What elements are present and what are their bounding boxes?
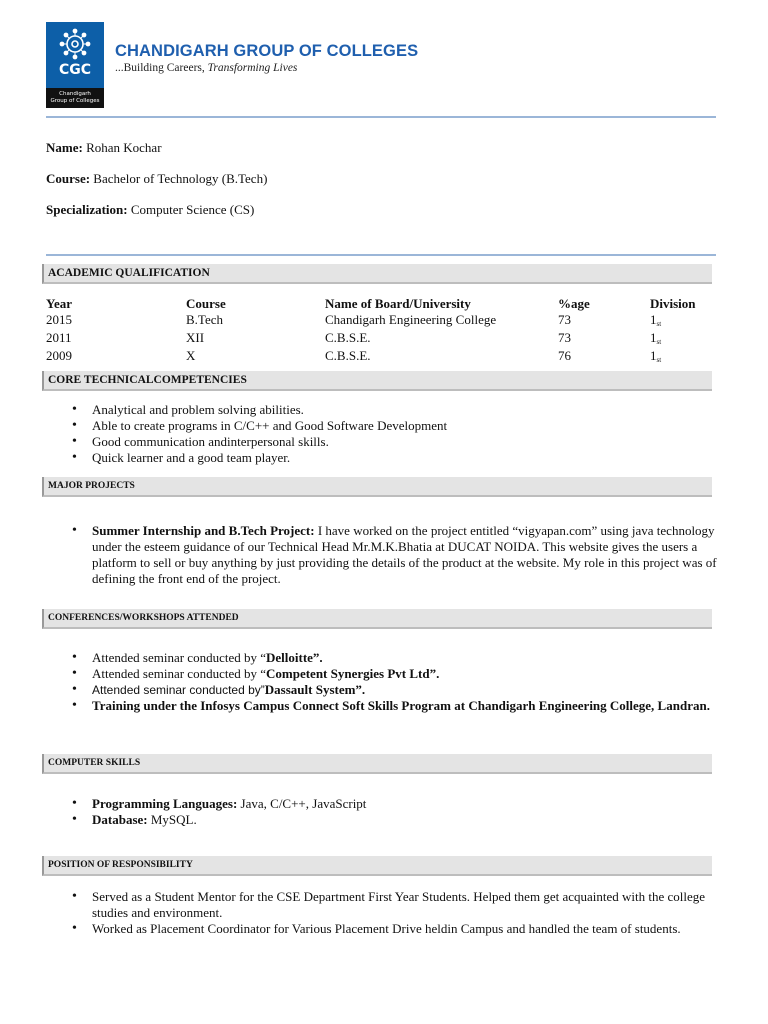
gear-network-icon (50, 26, 100, 62)
college-name: CHANDIGARH GROUP OF COLLEGES (115, 42, 419, 60)
item-text: Attended seminar conducted by “ (92, 666, 266, 681)
projects-list (46, 523, 724, 587)
list-item (92, 523, 724, 587)
college-logo (46, 22, 104, 108)
logo-text: CGC (58, 62, 92, 78)
list-item (92, 796, 724, 812)
percentage-cell: 73 (558, 312, 571, 327)
name-line (46, 140, 162, 156)
specialization-value: Computer Science (CS) (127, 202, 255, 217)
project-description: I have worked on the project entitled “vigyapan.com” using java technology under the esteem guidance of our Technical Head Mr.M.K.Bhatia at DUCAT NOIDA. This website gives the users a platform to sell or buy anything by just providing the details of the product at the website. My role in this project was of defining the front end of the project. (92, 523, 717, 586)
item-bold: Training under the Infosys Campus Connect Soft Skills Program at Chandigarh Engineering College, Landran. (92, 698, 710, 713)
project-title: Summer Internship and B.Tech Project: (92, 523, 315, 538)
list-item: • Served as a Student Mentor for the CSE Department First Year Students. Helped them get acquainted with the college studies and environment. (92, 889, 724, 921)
percentage-cell: 76 (558, 348, 571, 363)
specialization-label: Specialization: (46, 202, 128, 217)
year-cell: 2015 (46, 312, 72, 327)
core-list (46, 402, 724, 466)
section-heading-core: CORE TECHNICALCOMPETENCIES (42, 371, 712, 391)
specialization-line (46, 202, 254, 218)
list-item: • Analytical and problem solving abilities. (92, 402, 724, 418)
board-cell: C.B.S.E. (325, 348, 371, 363)
responsibility-list (46, 889, 724, 937)
column-header: Division (650, 296, 696, 311)
division-value: 1 (650, 348, 657, 363)
skill-label: Database: (92, 812, 148, 827)
board-cell: Chandigarh Engineering College (325, 312, 497, 327)
year-cell: 2009 (46, 348, 72, 363)
list-item (92, 650, 724, 666)
header-divider (46, 116, 716, 118)
list-item (92, 698, 724, 714)
list-item: • Worked as Placement Coordinator for Various Placement Drive heldin Campus and handled the team of students. (92, 921, 724, 937)
table-row (46, 330, 716, 348)
skill-label: Programming Languages: (92, 796, 238, 811)
info-divider (46, 254, 716, 256)
list-item: • Quick learner and a good team player. (92, 450, 724, 466)
conferences-list (46, 650, 724, 714)
item-text: Attended seminar conducted by” (92, 683, 265, 697)
division-cell (650, 330, 716, 348)
table-row (46, 312, 716, 330)
division-value: 1 (650, 312, 657, 327)
section-heading-responsibility: POSITION OF RESPONSIBILITY (42, 856, 712, 876)
division-cell (650, 348, 716, 366)
academic-table (46, 296, 716, 366)
section-heading-academic: ACADEMIC QUALIFICATION (42, 264, 712, 284)
table-header-row (46, 296, 716, 312)
skills-list (46, 796, 724, 828)
tagline-plain: ...Building Careers, (115, 62, 208, 74)
table-row (46, 348, 716, 366)
division-suffix: st (656, 338, 662, 346)
division-cell (650, 312, 716, 330)
course-line (46, 171, 267, 187)
section-heading-skills: COMPUTER SKILLS (42, 754, 712, 774)
name-label: Name: (46, 140, 83, 155)
column-header: Year (46, 296, 72, 311)
section-heading-projects: MAJOR PROJECTS (42, 477, 712, 497)
item-bold: Delloitte”. (266, 650, 323, 665)
column-header: %age (558, 296, 590, 311)
column-header: Name of Board/University (325, 296, 471, 311)
item-bold: Competent Synergies Pvt Ltd”. (266, 666, 440, 681)
division-suffix: st (656, 356, 662, 364)
percentage-cell: 73 (558, 330, 571, 345)
course-label: Course: (46, 171, 91, 186)
tagline (115, 62, 297, 74)
course-cell: X (186, 348, 196, 363)
course-value: Bachelor of Technology (B.Tech) (90, 171, 268, 186)
list-item: • Able to create programs in C/C++ and Good Software Development (92, 418, 724, 434)
tagline-italic: Transforming Lives (207, 62, 298, 74)
section-heading-conferences: CONFERENCES/WORKSHOPS ATTENDED (42, 609, 712, 629)
course-cell: XII (186, 330, 205, 345)
logo-subtitle (46, 88, 104, 108)
list-item (92, 812, 724, 828)
column-header: Course (186, 296, 226, 311)
year-cell: 2011 (46, 330, 72, 345)
name-value: Rohan Kochar (82, 140, 162, 155)
list-item (92, 682, 724, 698)
list-item: • Good communication andinterpersonal skills. (92, 434, 724, 450)
division-suffix: st (656, 320, 662, 328)
skill-value: MySQL. (147, 812, 197, 827)
skill-value: Java, C/C++, JavaScript (237, 796, 367, 811)
item-bold: Dassault System”. (264, 682, 366, 697)
course-cell: B.Tech (186, 312, 223, 327)
item-text: Attended seminar conducted by “ (92, 650, 266, 665)
logo-sub-line1: Chandigarh (59, 91, 91, 97)
logo-sub-line2: Group of Colleges (50, 97, 100, 104)
list-item (92, 666, 724, 682)
board-cell: C.B.S.E. (325, 330, 371, 345)
division-value: 1 (650, 330, 657, 345)
